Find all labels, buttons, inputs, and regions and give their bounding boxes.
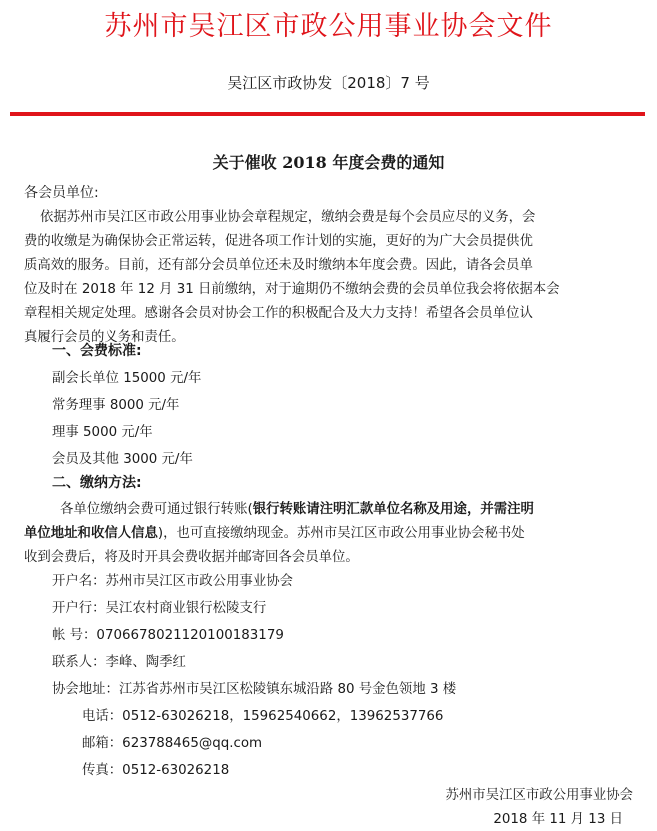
phone: 电话：0512-63026218，15962540662，13962537766 xyxy=(82,709,444,724)
body-line: 质高效的服务。目前，还有部分会员单位还未及时缴纳本年度会费。因此，请各会员单 xyxy=(24,258,533,273)
payment-text: 各单位缴纳会费可通过银行转账( xyxy=(60,502,253,517)
account-name: 开户名：苏州市吴江区市政公用事业协会 xyxy=(52,574,294,589)
notice-title: 关于催收 2018 年度会费的通知 xyxy=(212,153,445,172)
fee-item: 会员及其他 3000 元/年 xyxy=(52,452,193,467)
body-line: 费的收缴是为确保协会正常运转，促进各项工作计划的实施，更好的为广大会员提供优 xyxy=(24,234,533,249)
payment-emphasis: 单位地址和收信人信息 xyxy=(24,526,158,541)
account-number: 帐 号：070667802112010018317​9 xyxy=(52,628,284,643)
body-paragraph xyxy=(24,206,640,350)
payment-line xyxy=(24,522,525,541)
signature-org: 苏州市吴江区市政公用事业协会 xyxy=(445,788,633,803)
account-bank: 开户行：吴江农村商业银行松陵支行 xyxy=(52,601,267,616)
fee-item: 常务理事 8000 元/年 xyxy=(52,398,180,413)
body-line: 位及时在 2018 年 12 月 31 日前缴纳，对于逾期仍不缴纳会费的会员单位我会将依据本会 xyxy=(24,282,560,297)
fee-item: 理事 5000 元/年 xyxy=(52,425,153,440)
body-line: 依据苏州市吴江区市政公用事业协会章程规定，缴纳会费是每个会员应尽的义务，会 xyxy=(40,210,536,225)
salutation: 各会员单位: xyxy=(24,185,99,201)
document-number: 吴江区市政协发〔2018〕7 号 xyxy=(227,74,430,92)
association-address: 协会地址：江苏省苏州市吴江区松陵镇东城沿路 80 号金色领地 3 楼 xyxy=(52,682,457,697)
fee-standard-heading: 一、会费标准: xyxy=(52,343,142,359)
signature-date: 2018 年 11 月 13 日 xyxy=(493,812,623,827)
body-line: 真履行会员的义务和责任。 xyxy=(24,330,185,345)
payment-heading: 二、缴纳方法: xyxy=(52,475,142,491)
body-line: 章程相关规定处理。感谢各会员对协会工作的积极配合及大力支持！希望各会员单位认 xyxy=(24,306,533,321)
header-red-rule xyxy=(10,112,645,116)
payment-text: )，也可直接缴纳现金。苏州市吴江区市政公用事业协会秘书处 xyxy=(157,526,525,541)
fee-item: 副会长单位 15000 元/年 xyxy=(52,371,202,386)
contact-person: 联系人：李峰、陶季红 xyxy=(52,655,186,670)
fax: 传真：0512-63026218 xyxy=(82,763,230,778)
payment-line: 收到会费后，将及时开具会费收据并邮寄回各会员单位。 xyxy=(24,550,359,565)
payment-emphasis: 银行转账请注明汇款单位名称及用途，并需注明 xyxy=(252,502,534,517)
document-header-title: 苏州市吴江区市政公用事业协会文件 xyxy=(104,11,553,42)
email: 邮箱：623788465@qq.com xyxy=(82,736,263,751)
payment-line xyxy=(60,498,534,517)
